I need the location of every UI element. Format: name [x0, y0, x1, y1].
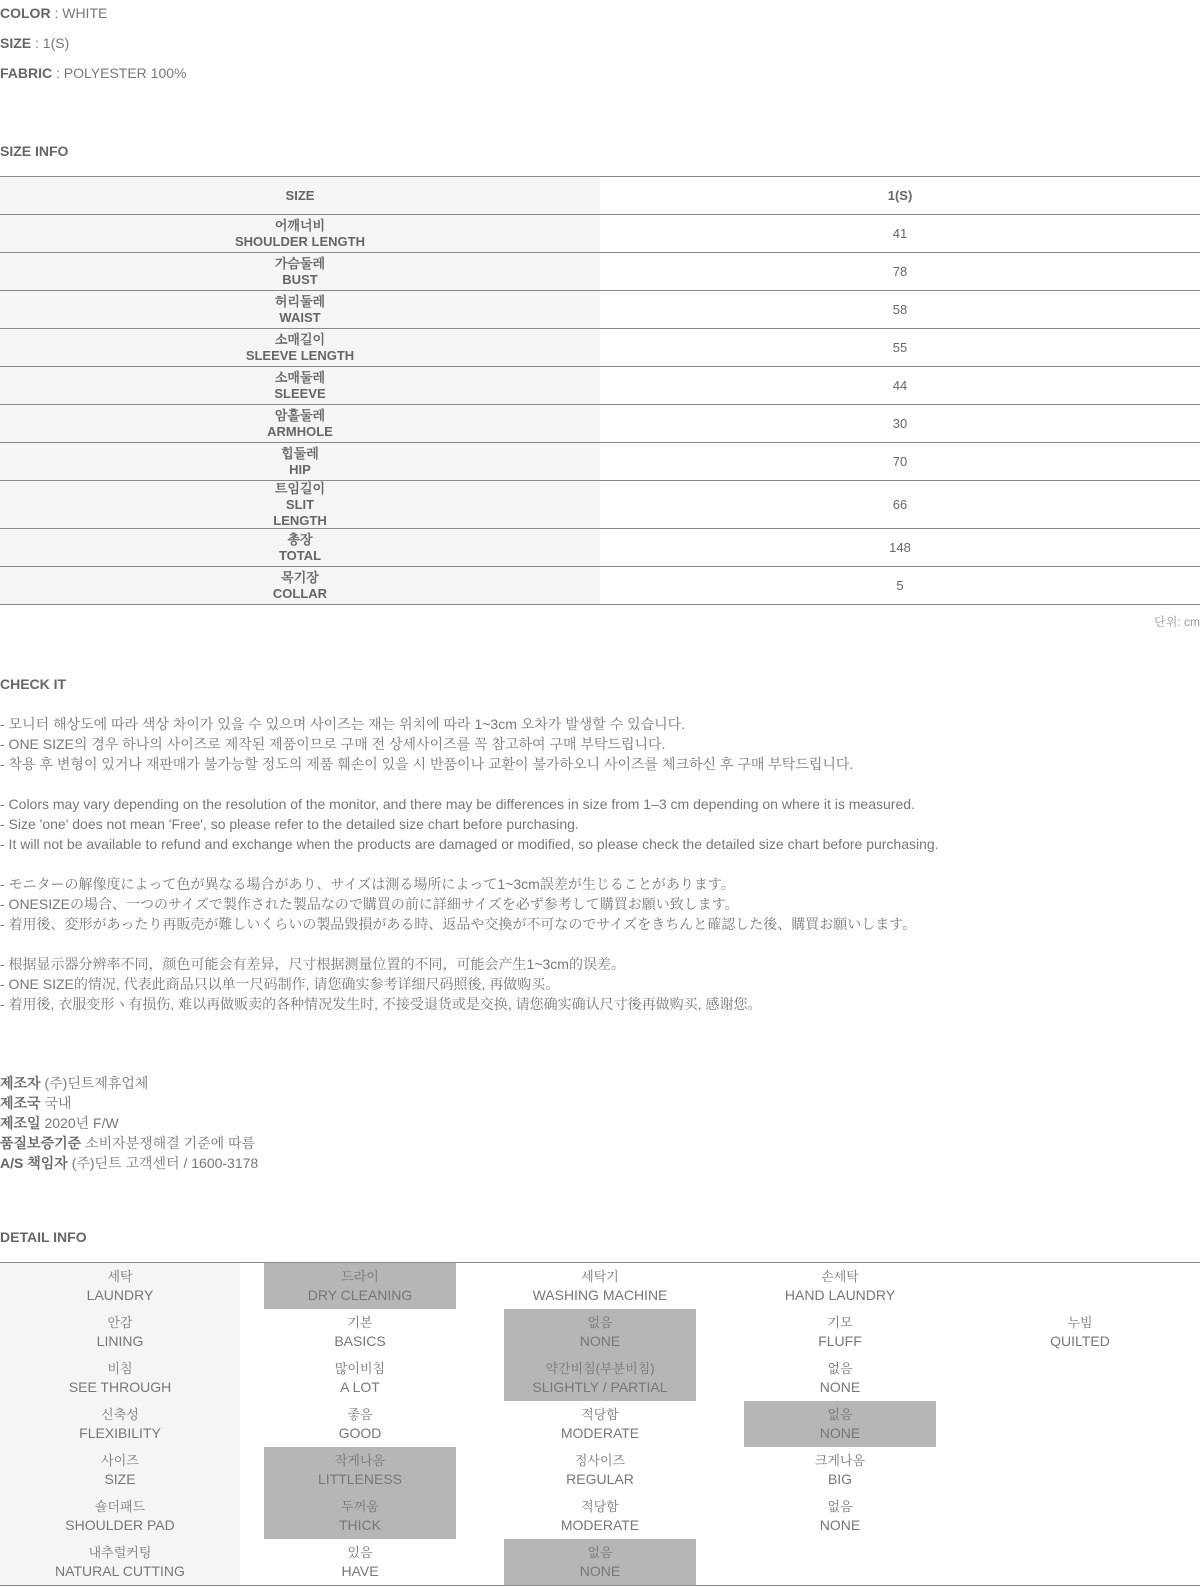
detail-label-ko: 숄더패드 — [94, 1499, 146, 1514]
spec-fabric — [0, 63, 186, 83]
detail-option-ko: 손세탁 — [821, 1269, 859, 1284]
size-row-label — [0, 329, 600, 366]
detail-table — [0, 1262, 1200, 1586]
detail-row-label — [0, 1447, 240, 1493]
check-it-line: - Size 'one' does not mean 'Free', so please refer to the detailed size chart before purchasing. — [0, 816, 579, 832]
detail-option-en: BIG — [827, 1471, 853, 1487]
detail-option-selected — [240, 1263, 480, 1309]
detail-empty-cell — [960, 1263, 1200, 1309]
manufacturer-line — [0, 1073, 258, 1093]
check-it-title: CHECK IT — [0, 676, 67, 692]
detail-option-ko: 약간비침(부분비침) — [545, 1361, 655, 1376]
size-row-value: 5 — [896, 578, 904, 593]
detail-option-ko: 적당함 — [581, 1407, 619, 1422]
spec-key: COLOR — [0, 5, 51, 21]
size-row-label-en: HIP — [289, 461, 311, 477]
detail-option-selected — [240, 1447, 480, 1493]
size-row-label-ko: 총장 — [287, 531, 313, 547]
detail-option-en: QUILTED — [1050, 1333, 1110, 1349]
detail-option-ko: 좋음 — [347, 1407, 373, 1422]
detail-option-ko: 없음 — [587, 1545, 613, 1560]
size-row-label — [0, 367, 600, 404]
manufacturer-key: 제조자 — [0, 1075, 41, 1091]
check-it-line: - It will not be available to refund and exchange when the products are damaged or modified, so please check the detailed size chart before purchasing. — [0, 836, 939, 852]
detail-option-ko: 드라이 — [341, 1269, 379, 1284]
manufacturer-line — [0, 1093, 258, 1113]
detail-option-en: A LOT — [340, 1379, 380, 1395]
manufacturer-value: 2020년 F/W — [40, 1115, 119, 1131]
detail-option — [480, 1401, 720, 1447]
spec-value: : 1(S) — [31, 35, 70, 51]
detail-empty-cell — [720, 1539, 960, 1585]
size-row-label-en: SLIT — [285, 496, 315, 512]
size-row-label-en: COLLAR — [272, 585, 328, 601]
size-row-label — [0, 481, 600, 528]
detail-label-ko: 신축성 — [101, 1407, 139, 1422]
detail-option-en: FLUFF — [818, 1333, 862, 1349]
detail-option — [480, 1493, 720, 1539]
check-it-line: - 着用後、変形があったり再販売が難しいくらいの製品毀損がある時、返品や交換が不可なのでサイズをきちんと確認した後、購買お願いします。 — [0, 916, 917, 932]
detail-option-ko: 많이비침 — [334, 1361, 386, 1376]
check-it-line: - ONESIZEの場合、一つのサイズで製作された製品なので購買の前に詳細サイズを必ず参考して購買お願い致します。 — [0, 896, 739, 912]
manufacturer-line — [0, 1153, 258, 1173]
detail-option-ko: 세탁기 — [581, 1269, 619, 1284]
size-row — [0, 567, 1200, 605]
check-it-line: - 모니터 해상도에 따라 색상 차이가 있을 수 있으며 사이즈는 재는 위치에 따라 1~3cm 오차가 발생할 수 있습니다. — [0, 716, 686, 732]
detail-row-label — [0, 1309, 240, 1355]
manufacturer-key: 제조국 — [0, 1095, 41, 1111]
spacer — [0, 934, 1200, 954]
detail-option — [960, 1309, 1200, 1355]
detail-option-en: NONE — [579, 1333, 621, 1349]
size-row-label-en: BUST — [282, 271, 318, 287]
check-it-line: - 착용 후 변형이 있거나 재판매가 불가능할 정도의 제품 훼손이 있을 시 반품이나 교환이 불가하오니 사이즈를 체크하신 후 구매 부탁드립니다. — [0, 756, 854, 772]
size-row-label-ko: 목기장 — [281, 569, 319, 585]
size-row — [0, 253, 1200, 291]
size-row-value: 44 — [892, 378, 908, 393]
size-row-label-ko: 소매둘레 — [274, 369, 326, 385]
detail-label-en: LAUNDRY — [86, 1287, 154, 1303]
manufacturer-value: 소비자분쟁해결 기준에 따름 — [81, 1135, 256, 1151]
size-row-label-ko: 힙둘레 — [281, 445, 319, 461]
detail-option-en: REGULAR — [566, 1471, 634, 1487]
size-row-label-ko: 어깨너비 — [274, 217, 326, 233]
detail-option-en: GOOD — [338, 1425, 382, 1441]
size-row-label-ko: 허리둘레 — [274, 293, 326, 309]
manufacturer-info — [0, 1073, 258, 1173]
manufacturer-key: 제조일 — [0, 1115, 41, 1131]
check-it-notes — [0, 714, 1200, 1014]
detail-option-selected — [480, 1355, 720, 1401]
size-row — [0, 443, 1200, 481]
detail-row — [0, 1447, 1200, 1493]
detail-option-en: HAVE — [341, 1563, 379, 1579]
detail-label-ko: 내추럴커팅 — [88, 1545, 152, 1560]
detail-option — [240, 1309, 480, 1355]
size-row-label — [0, 291, 600, 328]
spec-size — [0, 33, 69, 53]
size-row-label-en: WAIST — [279, 309, 321, 325]
detail-option-ko: 없음 — [827, 1499, 853, 1514]
size-header-label: SIZE — [0, 177, 600, 214]
size-row — [0, 291, 1200, 329]
spec-value: : POLYESTER 100% — [52, 65, 187, 81]
detail-option-en: THICK — [339, 1517, 381, 1533]
detail-empty-cell — [960, 1539, 1200, 1585]
detail-option-en: NONE — [819, 1517, 861, 1533]
detail-row-label — [0, 1493, 240, 1539]
detail-row — [0, 1263, 1200, 1309]
spec-key: FABRIC — [0, 65, 53, 81]
detail-option-ko: 크게나옴 — [814, 1453, 866, 1468]
detail-label-ko: 사이즈 — [101, 1453, 139, 1468]
detail-label-en: SHOULDER PAD — [65, 1517, 175, 1533]
size-row-label — [0, 215, 600, 252]
detail-option-en: NONE — [819, 1379, 861, 1395]
detail-empty-cell — [960, 1401, 1200, 1447]
detail-option — [240, 1355, 480, 1401]
spacer — [0, 774, 1200, 794]
size-row-value: 66 — [892, 497, 908, 512]
size-table-header — [0, 177, 1200, 215]
size-row-label-en: LENGTH — [273, 512, 327, 528]
detail-option — [240, 1539, 480, 1585]
size-row-value: 55 — [892, 340, 908, 355]
detail-option — [720, 1355, 960, 1401]
detail-option-ko: 작게나옴 — [334, 1453, 386, 1468]
detail-row — [0, 1309, 1200, 1355]
detail-empty-cell — [960, 1493, 1200, 1539]
detail-option — [480, 1263, 720, 1309]
size-row-value: 70 — [892, 454, 908, 469]
size-row — [0, 529, 1200, 567]
detail-row — [0, 1401, 1200, 1447]
size-row-label-en: ARMHOLE — [267, 423, 333, 439]
spacer — [0, 854, 1200, 874]
check-it-line: - 着用後, 衣服变形ヽ有损伤, 难以再做贩卖的各种情况发生时, 不接受退货或是交换, 请您确实确认尺寸後再做购买, 感谢您。 — [0, 996, 762, 1012]
detail-option-ko: 기본 — [347, 1315, 373, 1330]
detail-option-en: LITTLENESS — [317, 1471, 403, 1487]
manufacturer-key: 품질보증기준 — [0, 1135, 82, 1151]
manufacturer-value: 국내 — [40, 1095, 72, 1111]
detail-option-selected — [480, 1309, 720, 1355]
size-header-value: 1(S) — [887, 188, 913, 203]
detail-label-ko: 비침 — [107, 1361, 133, 1376]
size-row-label — [0, 443, 600, 480]
size-row-label — [0, 405, 600, 442]
detail-option-selected — [240, 1493, 480, 1539]
detail-row — [0, 1493, 1200, 1539]
detail-row-label — [0, 1539, 240, 1585]
detail-option-en: SLIGHTLY / PARTIAL — [532, 1379, 668, 1395]
spec-key: SIZE — [0, 35, 32, 51]
detail-option-ko: 누빔 — [1067, 1315, 1093, 1330]
detail-row — [0, 1355, 1200, 1401]
detail-option — [240, 1401, 480, 1447]
detail-row-label — [0, 1355, 240, 1401]
size-row-label-en: SHOULDER LENGTH — [235, 233, 365, 249]
size-row-label-en: TOTAL — [278, 547, 322, 563]
detail-option — [480, 1447, 720, 1493]
manufacturer-line — [0, 1113, 258, 1133]
size-row-value: 41 — [892, 226, 908, 241]
size-row-label — [0, 253, 600, 290]
detail-option — [720, 1263, 960, 1309]
check-it-line: - ONE SIZE的情况, 代表此商品只以单一尺码制作, 请您确实参考详细尺码照後, 再做购买。 — [0, 976, 560, 992]
detail-option — [720, 1309, 960, 1355]
detail-row — [0, 1539, 1200, 1585]
manufacturer-line — [0, 1133, 258, 1153]
detail-label-ko: 안감 — [107, 1315, 133, 1330]
detail-label-en: FLEXIBILITY — [79, 1425, 161, 1441]
size-row-label-ko: 소매길이 — [274, 331, 326, 347]
detail-row-label — [0, 1263, 240, 1309]
detail-label-en: SIZE — [104, 1471, 136, 1487]
size-row-value: 78 — [892, 264, 908, 279]
detail-option-ko: 있음 — [347, 1545, 373, 1560]
manufacturer-value: (주)딘트제휴업체 — [40, 1075, 149, 1091]
detail-option-ko: 기모 — [827, 1315, 853, 1330]
manufacturer-key: A/S 책임자 — [0, 1155, 68, 1171]
detail-option-en: MODERATE — [560, 1425, 640, 1441]
size-row — [0, 215, 1200, 253]
detail-option-en: BASICS — [334, 1333, 386, 1349]
detail-label-en: LINING — [96, 1333, 144, 1349]
size-row-label-ko: 암홀둘레 — [274, 407, 326, 423]
detail-empty-cell — [960, 1355, 1200, 1401]
size-row-label-en: SLEEVE — [274, 385, 326, 401]
detail-option-en: DRY CLEANING — [307, 1287, 413, 1303]
detail-option — [720, 1493, 960, 1539]
size-row-label — [0, 567, 600, 604]
detail-info-title: DETAIL INFO — [0, 1229, 87, 1245]
detail-option-ko: 정사이즈 — [574, 1453, 626, 1468]
size-row-label-ko: 트임길이 — [274, 480, 326, 496]
detail-option-en: WASHING MACHINE — [532, 1287, 668, 1303]
detail-option-en: MODERATE — [560, 1517, 640, 1533]
detail-label-en: SEE THROUGH — [68, 1379, 172, 1395]
detail-option-ko: 없음 — [587, 1315, 613, 1330]
check-it-line: - ONE SIZE의 경우 하나의 사이즈로 제작된 제품이므로 구매 전 상세사이즈를 꼭 참고하여 구매 부탁드립니다. — [0, 736, 666, 752]
size-table — [0, 176, 1200, 605]
spec-value: : WHITE — [50, 5, 108, 21]
size-row — [0, 481, 1200, 529]
size-row — [0, 329, 1200, 367]
detail-label-en: NATURAL CUTTING — [55, 1563, 185, 1579]
detail-option-en: NONE — [579, 1563, 621, 1579]
detail-row-label — [0, 1401, 240, 1447]
detail-option — [720, 1447, 960, 1493]
detail-option-ko: 없음 — [827, 1407, 853, 1422]
check-it-line: - Colors may vary depending on the resolution of the monitor, and there may be differences in size from 1–3 cm depending on where it is measured. — [0, 796, 915, 812]
unit-note: 단위: cm — [1154, 615, 1200, 629]
detail-option-en: NONE — [819, 1425, 861, 1441]
size-row-label-en: SLEEVE LENGTH — [245, 347, 355, 363]
detail-empty-cell — [960, 1447, 1200, 1493]
detail-option-ko: 적당함 — [581, 1499, 619, 1514]
size-row-label — [0, 529, 600, 566]
spec-color — [0, 3, 107, 23]
size-info-title: SIZE INFO — [0, 143, 69, 159]
detail-label-ko: 세탁 — [107, 1269, 133, 1284]
size-row — [0, 367, 1200, 405]
size-row-value: 58 — [892, 302, 908, 317]
size-row-label-ko: 가슴둘레 — [274, 255, 326, 271]
detail-option-selected — [480, 1539, 720, 1585]
check-it-line: - 根据显示器分辨率不同，颜色可能会有差异，尺寸根据测量位置的不同，可能会产生1~3cm的误差。 — [0, 956, 625, 972]
size-row-value: 30 — [892, 416, 908, 431]
detail-option-ko: 없음 — [827, 1361, 853, 1376]
detail-option-en: HAND LAUNDRY — [784, 1287, 896, 1303]
manufacturer-value: (주)딘트 고객센터 / 1600-3178 — [67, 1155, 259, 1171]
size-row — [0, 405, 1200, 443]
detail-option-ko: 두꺼움 — [341, 1499, 379, 1514]
detail-option-selected — [720, 1401, 960, 1447]
check-it-line: - モニターの解像度によって色が異なる場合があり、サイズは測る場所によって1~3cm誤差が生じることがあります。 — [0, 876, 735, 892]
size-row-value: 148 — [889, 540, 911, 555]
